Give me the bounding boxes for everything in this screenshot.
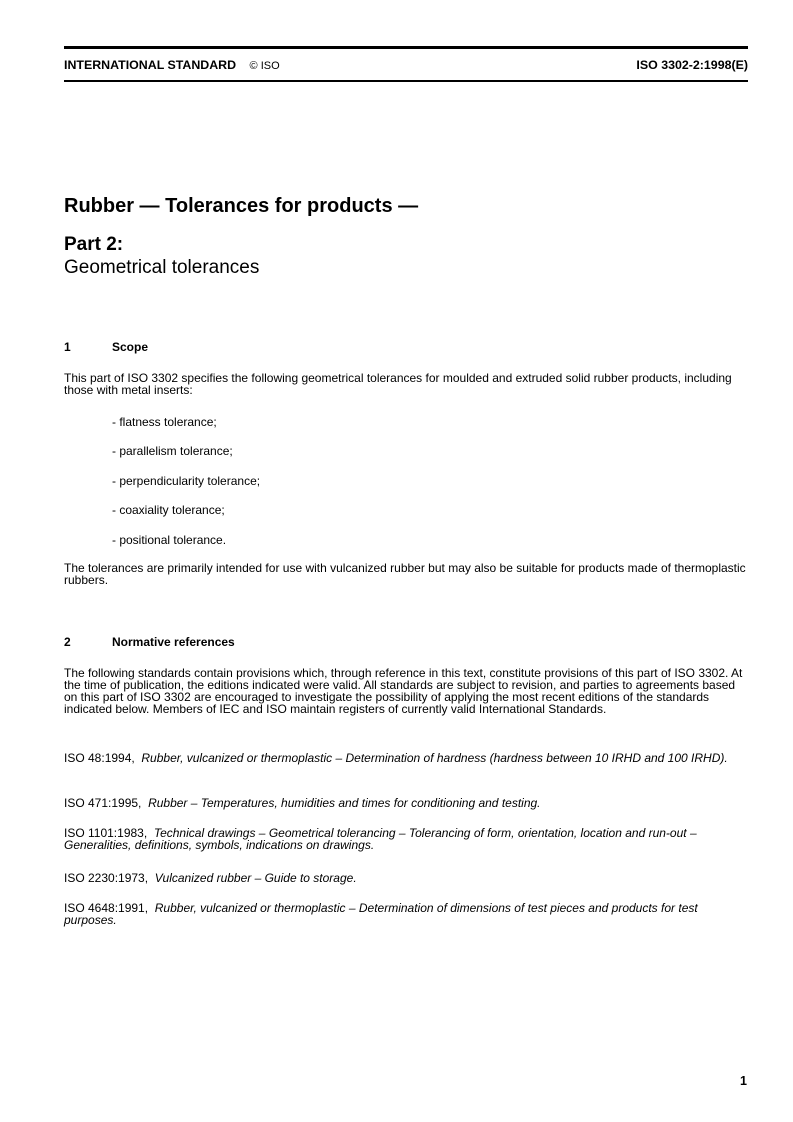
header-bottom-rule xyxy=(64,80,748,82)
section-title: Scope xyxy=(112,340,149,354)
page-number: 1 xyxy=(740,1074,747,1088)
list-item: - flatness tolerance; xyxy=(112,415,217,429)
reference-title: Rubber, vulcanized or thermoplastic – Determination of hardness (hardness between 10 IRHD and 100 IRHD). xyxy=(141,751,728,765)
document-title: Rubber — Tolerances for products — xyxy=(64,195,419,217)
scope-intro: This part of ISO 3302 specifies the following geometrical tolerances for moulded and extruded solid rubber products, including those with metal inserts: xyxy=(64,371,732,397)
reference-item xyxy=(64,902,748,926)
reference-item xyxy=(64,827,748,851)
page-header xyxy=(64,58,748,76)
reference-code: ISO 4648:1991, xyxy=(64,901,149,915)
standard-type: INTERNATIONAL STANDARD xyxy=(64,58,237,72)
reference-title: Technical drawings – Geometrical tolerancing – Tolerancing of form, orientation, location and run-out – Generalities, definitions, symbols, indications on drawings. xyxy=(64,826,697,852)
reference-code: ISO 1101:1983, xyxy=(64,826,148,840)
header-left xyxy=(64,58,280,72)
part-subtitle: Geometrical tolerances xyxy=(64,257,260,278)
reference-title: Rubber, vulcanized or thermoplastic – Determination of dimensions of test pieces and products for test purposes. xyxy=(64,901,698,927)
header-top-rule xyxy=(64,46,748,49)
reference-item xyxy=(64,797,748,809)
reference-code: ISO 48:1994, xyxy=(64,751,135,765)
reference-title: Rubber – Temperatures, humidities and times for conditioning and testing. xyxy=(148,796,541,810)
section-heading-normative-references xyxy=(64,635,235,649)
reference-item xyxy=(64,752,748,764)
standard-designation: ISO 3302-2:1998(E) xyxy=(636,58,748,72)
section-number: 2 xyxy=(64,635,71,649)
list-item: - positional tolerance. xyxy=(112,533,227,547)
list-item: - perpendicularity tolerance; xyxy=(112,474,261,488)
list-item: - parallelism tolerance; xyxy=(112,444,233,458)
part-label: Part 2: xyxy=(64,234,124,255)
reference-code: ISO 471:1995, xyxy=(64,796,142,810)
section-number: 1 xyxy=(64,340,71,354)
section-title: Normative references xyxy=(112,635,235,649)
copyright-notice: © ISO xyxy=(249,60,280,72)
list-item: - coaxiality tolerance; xyxy=(112,503,225,517)
references-intro: The following standards contain provisions which, through reference in this text, constitute provisions of this part of ISO 3302. At the time of publication, the editions indicated were valid. All standards are subject to revision, and parties to agreements based on this part of ISO 3302 are encouraged to investigate the possibility of applying the most recent editions of the standards indicated below. Members of IEC and ISO maintain registers of currently valid International Standards. xyxy=(64,666,743,716)
reference-code: ISO 2230:1973, xyxy=(64,871,149,885)
reference-item xyxy=(64,872,748,884)
section-heading-scope xyxy=(64,340,148,354)
reference-title: Vulcanized rubber – Guide to storage. xyxy=(154,871,357,885)
scope-outro: The tolerances are primarily intended for use with vulcanized rubber but may also be suitable for products made of thermoplastic rubbers. xyxy=(64,561,746,587)
